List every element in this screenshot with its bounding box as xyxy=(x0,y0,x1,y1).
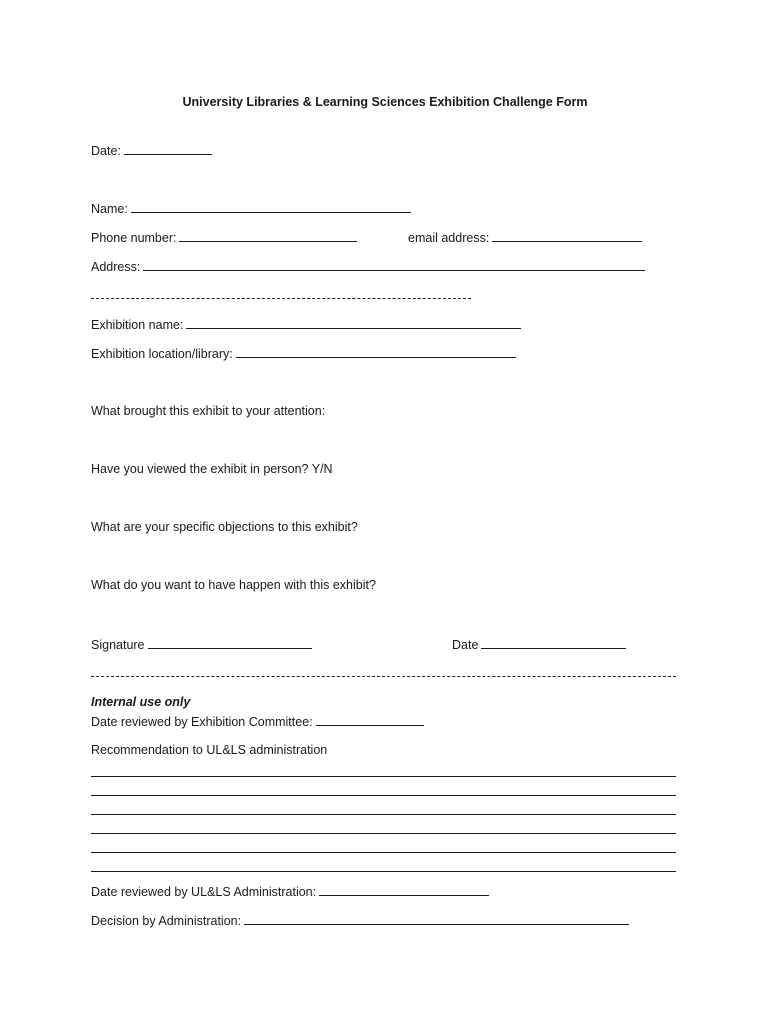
decision-blank[interactable] xyxy=(244,912,629,925)
address-blank[interactable] xyxy=(143,258,645,271)
exhibition-location-blank[interactable] xyxy=(236,345,516,358)
signature-blank[interactable] xyxy=(148,636,312,649)
signature-field[interactable] xyxy=(91,636,312,653)
date-label: Date: xyxy=(91,144,121,158)
internal-use-heading: Internal use only xyxy=(91,695,191,709)
committee-review-field[interactable] xyxy=(91,713,424,730)
committee-review-blank[interactable] xyxy=(316,713,424,726)
exhibition-name-blank[interactable] xyxy=(186,316,521,329)
committee-review-label: Date reviewed by Exhibition Committee: xyxy=(91,715,313,729)
signature-date-label: Date xyxy=(452,638,479,652)
admin-review-label: Date reviewed by UL&LS Administration: xyxy=(91,885,317,899)
question-objections: What are your specific objections to this exhibit? xyxy=(91,520,358,534)
name-blank[interactable] xyxy=(131,200,411,213)
exhibition-location-field[interactable] xyxy=(91,345,516,362)
exhibition-location-label: Exhibition location/library: xyxy=(91,347,233,361)
phone-blank[interactable] xyxy=(179,229,357,242)
address-field[interactable] xyxy=(91,258,645,275)
admin-review-blank[interactable] xyxy=(319,883,489,896)
signature-label: Signature xyxy=(91,638,145,652)
date-field[interactable] xyxy=(91,142,212,159)
form-title: University Libraries & Learning Sciences Exhibition Challenge Form xyxy=(182,95,588,109)
email-label: email address: xyxy=(408,231,490,245)
recommendation-label: Recommendation to UL&LS administration xyxy=(91,743,328,757)
date-blank[interactable] xyxy=(124,142,212,155)
admin-review-field[interactable] xyxy=(91,883,489,900)
recommendation-line[interactable] xyxy=(91,871,676,872)
name-label: Name: xyxy=(91,202,128,216)
question-viewed: Have you viewed the exhibit in person? Y/N xyxy=(91,462,333,476)
signature-date-field[interactable] xyxy=(452,636,626,653)
recommendation-line[interactable] xyxy=(91,852,676,853)
question-want: What do you want to have happen with this exhibit? xyxy=(91,578,376,592)
email-field[interactable] xyxy=(408,229,642,246)
phone-field[interactable] xyxy=(91,229,357,246)
email-blank[interactable] xyxy=(492,229,642,242)
section-divider xyxy=(91,676,676,677)
exhibition-name-label: Exhibition name: xyxy=(91,318,184,332)
signature-date-blank[interactable] xyxy=(481,636,626,649)
decision-field[interactable] xyxy=(91,912,629,929)
recommendation-line[interactable] xyxy=(91,776,676,777)
decision-label: Decision by Administration: xyxy=(91,914,242,928)
recommendation-line[interactable] xyxy=(91,814,676,815)
recommendation-line[interactable] xyxy=(91,795,676,796)
question-attention: What brought this exhibit to your attention: xyxy=(91,404,326,418)
phone-label: Phone number: xyxy=(91,231,177,245)
address-label: Address: xyxy=(91,260,141,274)
recommendation-line[interactable] xyxy=(91,833,676,834)
name-field[interactable] xyxy=(91,200,411,217)
address-continuation-line[interactable] xyxy=(91,298,471,299)
exhibition-name-field[interactable] xyxy=(91,316,521,333)
